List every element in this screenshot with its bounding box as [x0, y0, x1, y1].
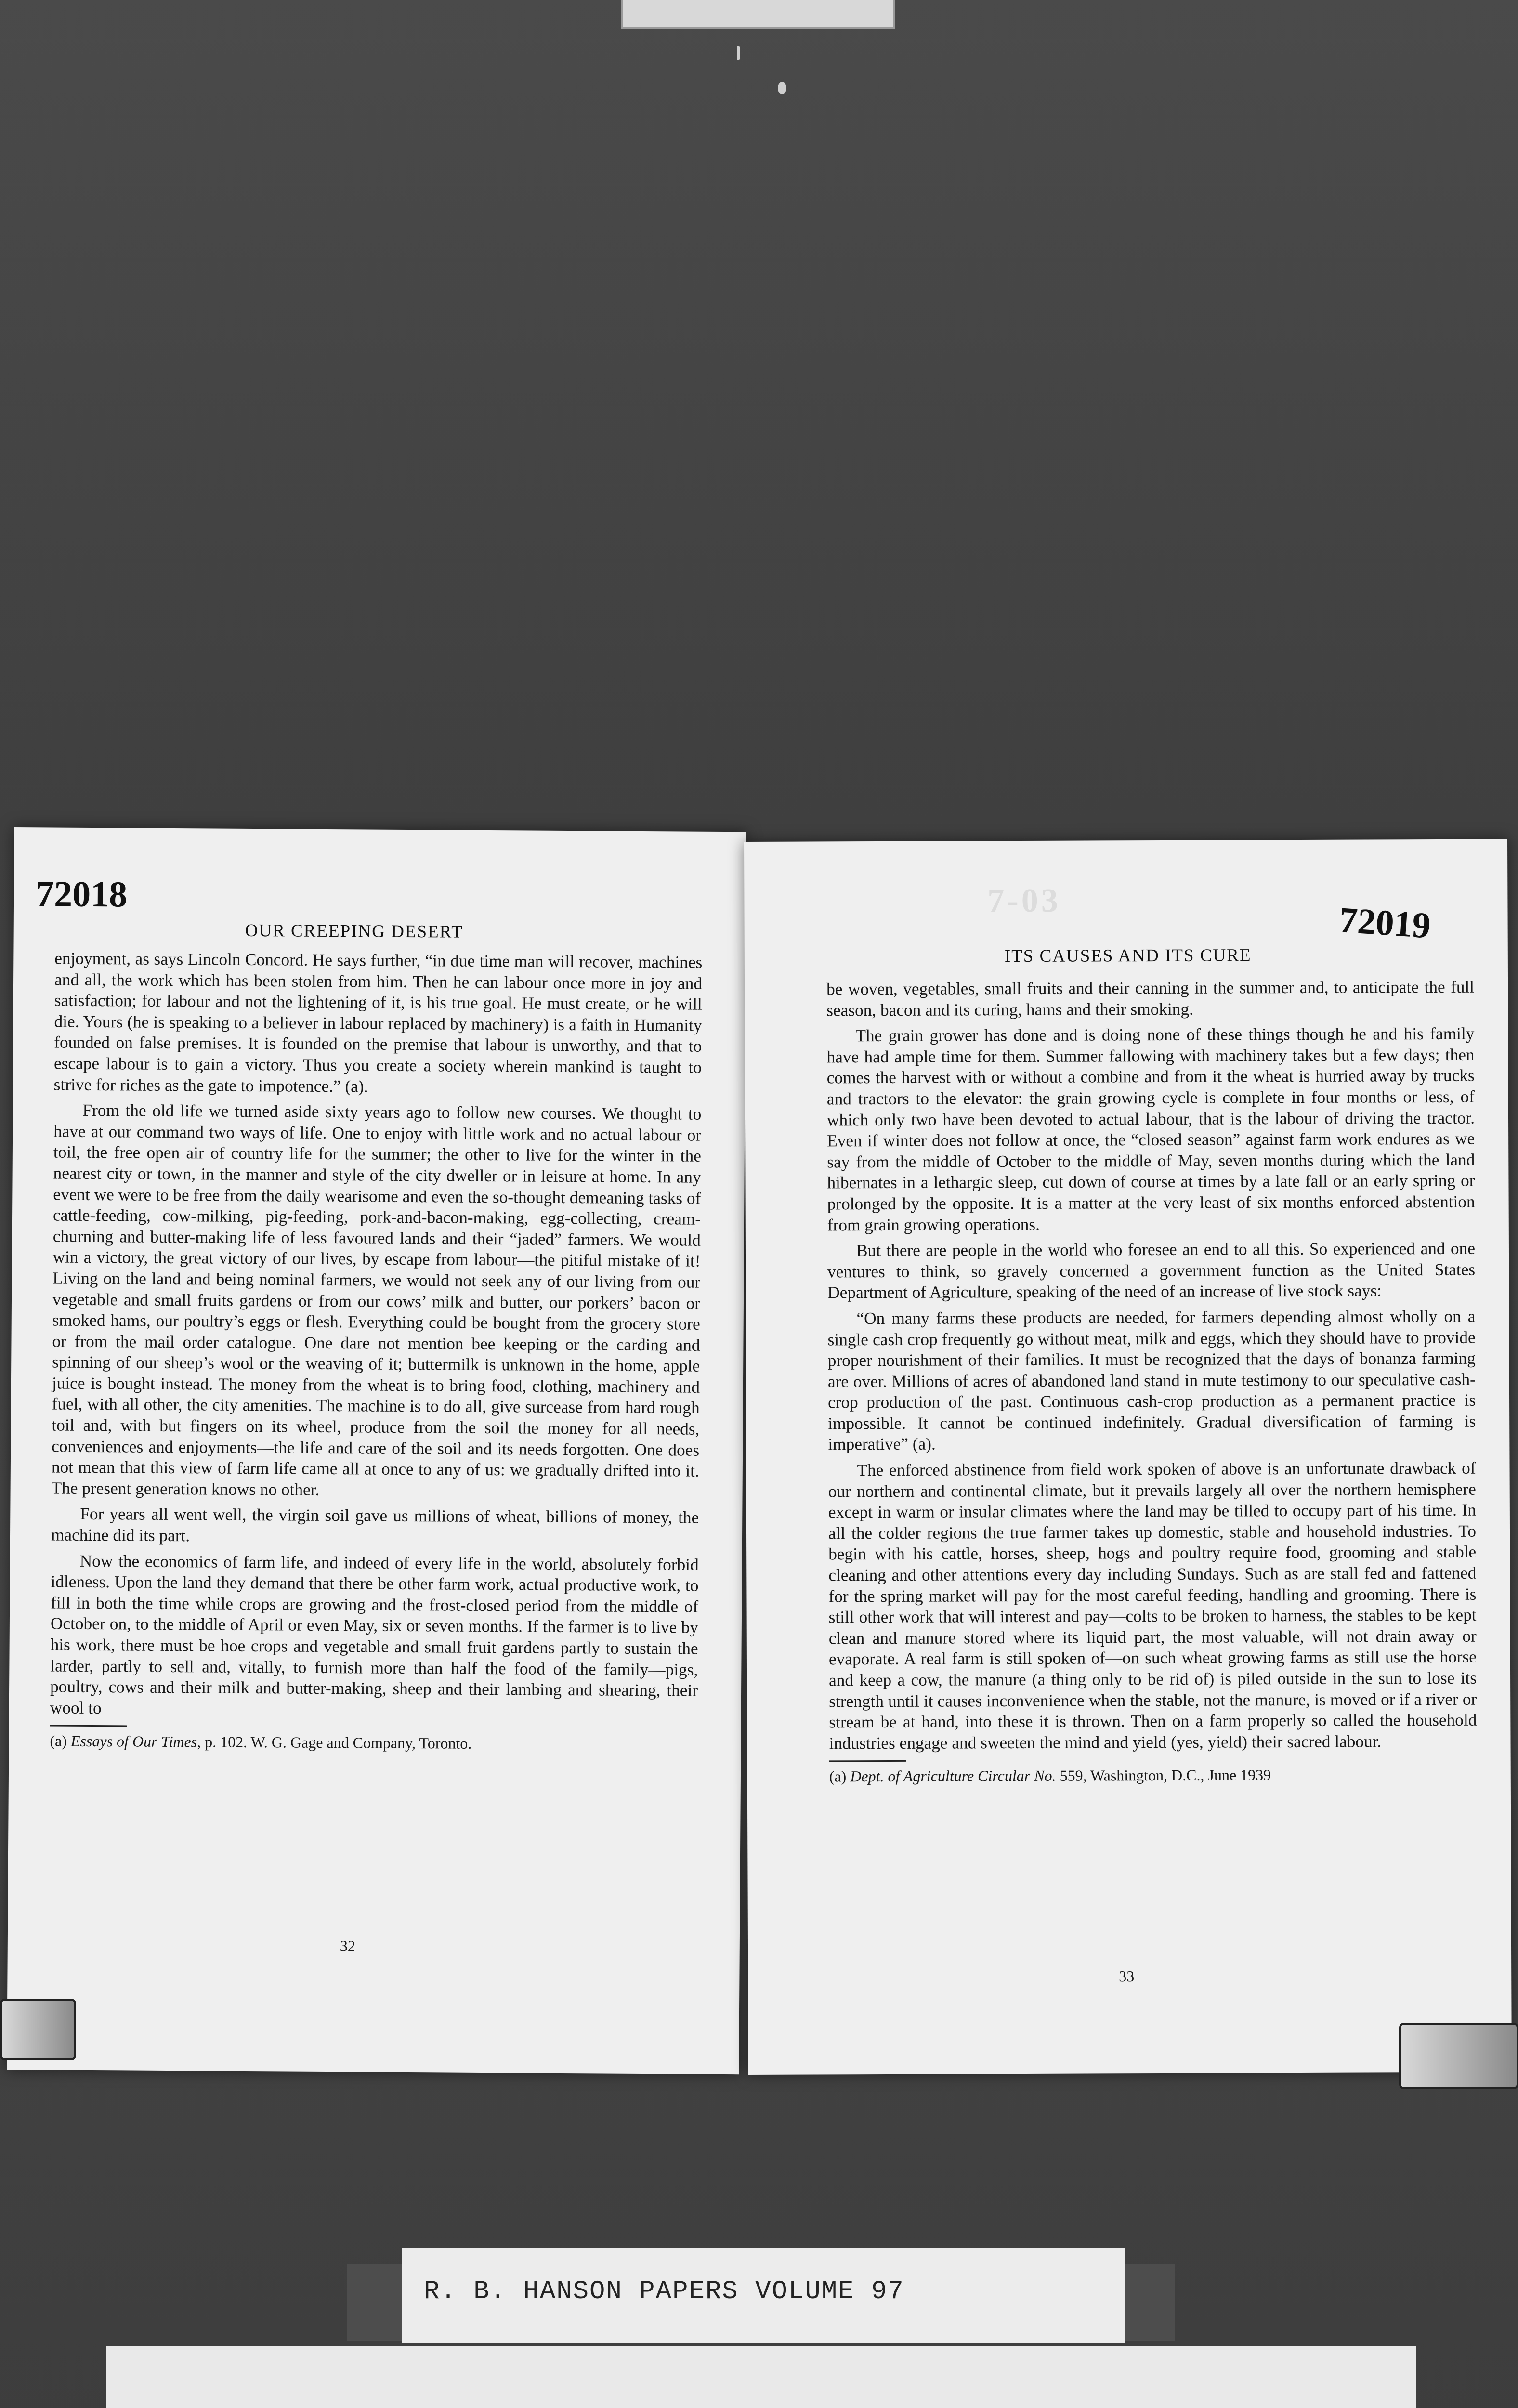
right-paragraph-1: be woven, vegetables, small fruits and their canning in the summer and, to anticipate the full season, bacon and its curing, hams and their smoking. — [826, 977, 1475, 1020]
left-folio-number: 72018 — [35, 874, 128, 915]
right-footnote-marker: (a) — [829, 1767, 847, 1785]
left-paragraph-2: From the old life we turned aside sixty years ago to follow new courses. We thought to have at our command two ways of life. One to enjoy with little work and no actual labour or toil, the free open air of country life for the summer; the other to live for the winter in the nearest city or town, in the manner and style of the city dweller or in leisure at home. In any event we were to be free from the daily wearisome and even the so-thought demeaning tasks of cattle-feeding, cow-milking, pig-feeding, pork-and-bacon-making, egg-collecting, cream-churning and butter-making life of less favoured lands and their “jaded” farmers. We would win a victory, the great victory of our lives, by escape from labour—the pitiful mistake of it! Living on the land and being nominal farmers, we would not seek any of our living from our vegetable and small fruits gardens or from our cows’ milk and butter, our porkers’ bacon or smoked hams, our poultry’s eggs or flesh. Everything could be bought from the grocery store or from the mail order catalogue. One dare not mention bee keeping or the carding and spinning of our sheep’s wool or the weaving of it; buttermilk is unknown in the home, apple juice is bought instead. The money from the wheat is to bring food, clothing, machinery and fuel, with all other, the city amenities. The machine is to do all, give surcease from hard rough toil and, with but fingers on its wheel, produce from the soil the money for all needs, conveniences and enjoyments—the life and care of the soil and its needs forgotten. One does not mean that this view of farm life came all at once to any of us: we gradually drifted into it. The present generation knows no other. — [51, 1101, 702, 1499]
dust-speck — [778, 82, 786, 94]
dust-speck — [737, 46, 740, 60]
right-page — [744, 839, 1512, 2075]
left-paragraph-4: Now the economics of farm life, and indeed of every life in the world, absolutely forbid idleness. Upon the land they demand that there be other farm work, actual productive work, to fill in both the time while crops are growing and the frost-closed period from the middle of October on, to the middle of April or even May, six or seven months. If the farmer is to live by his work, there must be hoe crops and vegetable and small fruit gardens partly to sustain the larder, partly to sell and, vitally, to furnish more than half the food of the family—pigs, poultry, cows and their milk and butter-making, sheep and their lambing and shearing, their wool to — [50, 1551, 699, 1717]
right-footnote-title: Dept. of Agriculture Circular No. — [850, 1767, 1056, 1785]
right-footnote-rule — [829, 1760, 906, 1762]
volume-label-text: R. B. HANSON PAPERS VOLUME 97 — [424, 2277, 904, 2306]
right-paragraph-5: The enforced abstinence from field work spoken of above is an unfortunate drawback of our northern and continental climate, but it prevails largely all over the northern hemisphere except in warm or insular climates where the land may be tilled to occupy part of his time. In all the colder regions the true farmer takes up domestic, stable and household industries. To begin with his cattle, horses, sheep, hogs and poultry require food, grooming and stable cleaning and other attentions every day including Sundays. Such as are stall fed and fattened for the spring market will pay for the most careful feeding, handling and grooming. There is still other work that will interest and pay—colts to be broken to harness, the stables to be kept clean and manure stored where its liquid part, the most valuable, will not drain away or evaporate. A real farm is still spoken of—on such wheat growing farms as still use the horse and keep a cow, the manure (a thing only to be rid of) is piled outside in the sun to lose its strength until it causes inconvenience when the stable, not the manure, is moved or if a river or stream be at hand, into these it is thrown. Then on a farm properly so called the household industries engage and sweeten the mind and yield (yes, yield) their sacred labour. — [828, 1458, 1477, 1753]
left-footnote-rule — [50, 1725, 127, 1727]
left-footnote-marker: (a) — [50, 1732, 67, 1750]
right-quotation: “On many farms these products are needed, for farmers depending almost wholly on a single cash crop frequently go without meat, milk and eggs, which they should have to provide proper nourishment of their families. It must be recognized that the days of bonanza farming are over. Millions of acres of abandoned land stand in mute testimony to our speculative cash-crop production of the past. Continuous cash-crop production as a permanent practice is impossible. It cannot be continued indefinitely. Gradual diversification of farming is imperative” (a). — [827, 1307, 1476, 1454]
right-footnote — [829, 1765, 1477, 1786]
left-running-head: OUR CREEPING DESERT — [245, 920, 463, 942]
left-paragraph-3: For years all went well, the virgin soil gave us millions of wheat, billions of money, the machine did its part. — [51, 1505, 699, 1545]
right-text-column — [826, 977, 1477, 1786]
left-text-column — [50, 948, 702, 1755]
left-footnote — [50, 1731, 697, 1754]
left-page — [7, 827, 746, 2074]
right-page-number: 33 — [1119, 1967, 1135, 1985]
tape-strip-right — [1122, 2264, 1175, 2341]
right-footnote-rest: 559, Washington, D.C., June 1939 — [1056, 1766, 1271, 1785]
volume-label-strip — [402, 2248, 1125, 2343]
right-paragraph-2: The grain grower has done and is doing none of these things though he and his family have had ample time for them. Summer fallowing with machinery takes but a few days; then comes the harvest with or without a combine and from it the wheat is hurried away by trucks and tractors to the elevator: the grain growing cycle is complete in four months or less, of which only two have been devoted to actual labour, that is the labour of driving the tractor. Even if winter does not follow at once, the “closed season” against farm work endures as we say from the middle of October to the middle of May, seven months during which the land hibernates in a lethargic sleep, cut down of course at times by a late fall or an early spring or prolonged by the opposite. It is a matter at the very least of six months enforced abstention from grain growing operations. — [826, 1024, 1475, 1234]
archives-card — [106, 2346, 1416, 2408]
left-footnote-title: Essays of Our Times — [70, 1732, 197, 1751]
right-running-head: ITS CAUSES AND ITS CURE — [1004, 945, 1252, 967]
right-ghost-stamp: 7-03 — [987, 882, 1061, 920]
left-page-number: 32 — [340, 1937, 355, 1955]
tape-strip-left — [347, 2264, 405, 2341]
right-binder-clip — [1399, 2023, 1518, 2089]
left-footnote-rest: , p. 102. W. G. Gage and Company, Toronto. — [197, 1733, 472, 1753]
left-paragraph-1: enjoyment, as says Lincoln Concord. He says further, “in due time man will recover, machines and all, the work which has been stolen from him. Then he can labour once more in joy and satisfaction; for labour and not the lightening of it, is his true goal. He must create, or he will die. Yours (he is speaking to a believer in labour replaced by machinery) is a faith in Humanity founded on false premises. It is founded on the premise that labour is unworthy, and that to escape labour is to gain a victory. Thus you create a society wherein mankind is taught to strive for riches as the gate to impotence.” (a). — [53, 949, 703, 1096]
left-binder-clip — [0, 1999, 76, 2060]
right-folio-number: 72019 — [1338, 900, 1432, 946]
right-paragraph-3: But there are people in the world who foresee an end to all this. So experienced and one ventures to think, so gravely concerned a government function as the United States Department of Agriculture, speaking of the need of an increase of live stock says: — [827, 1239, 1476, 1302]
top-film-tab — [621, 0, 895, 29]
